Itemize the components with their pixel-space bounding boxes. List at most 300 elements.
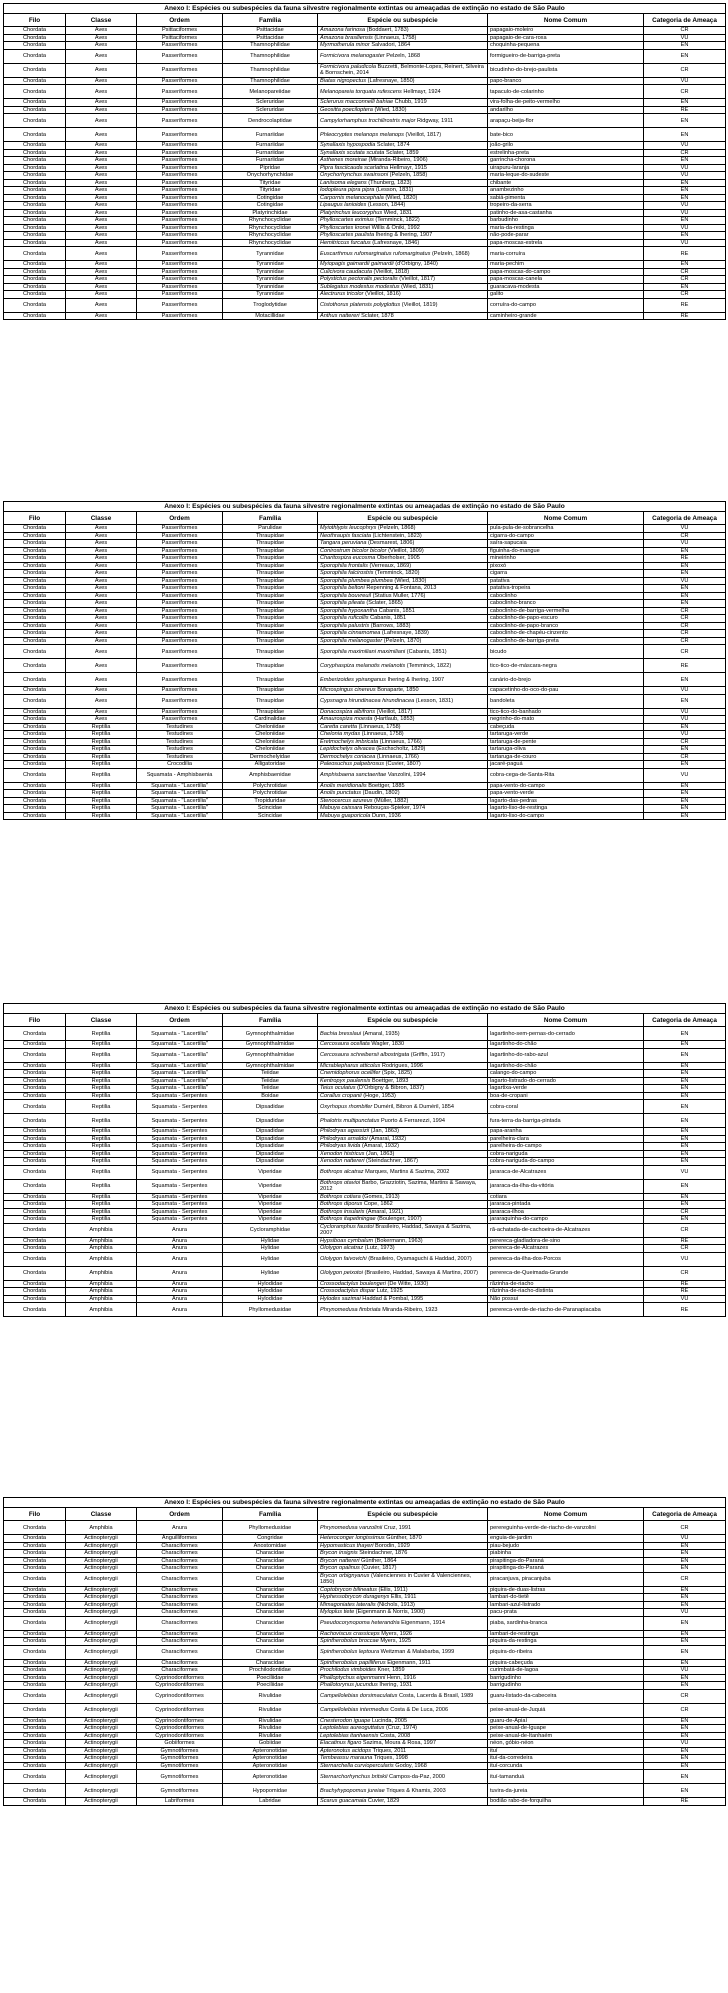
order-cell: Characiformes	[137, 1616, 223, 1630]
species-name: Sporophila hypoxantha	[320, 607, 378, 614]
table-row	[4, 1027, 726, 1041]
column-header: Filo	[4, 1014, 66, 1027]
species-cell	[318, 179, 488, 187]
common-name-cell: saíra-sapucaia	[488, 540, 644, 548]
species-name: Anolis meridionalis	[320, 782, 367, 789]
order-cell: Passeriformes	[137, 687, 223, 695]
species-name: Onychorhynchus swainsoni	[320, 172, 389, 179]
phylum-cell: Chordata	[4, 1135, 66, 1143]
table-row	[4, 1645, 726, 1659]
common-name-cell: papo-branco	[488, 77, 644, 85]
class-cell: Reptilia	[66, 723, 137, 731]
common-name-cell: maria-pechim	[488, 261, 644, 269]
common-name-cell: patativa	[488, 577, 644, 585]
order-cell: Characiformes	[137, 1594, 223, 1602]
species-author: Sclater, 1859	[385, 149, 419, 156]
column-header: Família	[223, 1508, 318, 1521]
class-cell: Actinopterygii	[66, 1630, 137, 1638]
family-cell: Hylodidae	[223, 1295, 318, 1303]
species-cell	[318, 1092, 488, 1100]
family-cell: Characidae	[223, 1586, 318, 1594]
family-cell: Furnariidae	[223, 157, 318, 165]
family-cell: Thamnophilidae	[223, 77, 318, 85]
class-cell: Aves	[66, 128, 137, 142]
species-name: Anolis punctatus	[320, 790, 362, 797]
species-author: (Thunberg, 1823)	[368, 179, 412, 186]
species-name: Coptobrycon bilineatus	[320, 1586, 377, 1593]
species-author: Costa, Lacerda & Brasil, 1989	[398, 1693, 474, 1699]
phylum-cell: Chordata	[4, 637, 66, 645]
species-author: (Müller, 1882)	[374, 797, 409, 804]
common-name-cell: piaba, sardinha-branca	[488, 1616, 644, 1630]
family-cell: Dipsadidae	[223, 1143, 318, 1151]
family-cell: Onychorhynchidae	[223, 172, 318, 180]
common-name-cell: tartaruga-de-pente	[488, 738, 644, 746]
threat-category-cell: RE	[644, 1303, 726, 1317]
class-cell: Actinopterygii	[66, 1586, 137, 1594]
species-author: (Cabanis, 1851)	[406, 648, 447, 655]
order-cell: Passeriformes	[137, 525, 223, 533]
class-cell: Aves	[66, 63, 137, 77]
threat-category-cell: EN	[644, 812, 726, 820]
phylum-cell: Chordata	[4, 1609, 66, 1617]
phylum-cell: Chordata	[4, 1048, 66, 1062]
class-cell: Actinopterygii	[66, 1674, 137, 1682]
threat-category-cell: EN	[644, 547, 726, 555]
phylum-cell: Chordata	[4, 157, 66, 165]
species-name: Amphisbaena sanctaeritae	[320, 772, 387, 778]
class-cell: Aves	[66, 659, 137, 673]
family-cell: Polychrotidae	[223, 790, 318, 798]
column-header: Ordem	[137, 512, 223, 525]
family-cell: Characidae	[223, 1645, 318, 1659]
class-cell: Amphibia	[66, 1223, 137, 1237]
species-cell	[318, 1245, 488, 1253]
annex-title: Anexo I: Espécies ou subespécies da fauna silvestre regionalmente extintas ou ameaçadas de extinção no estado de São Paulo	[4, 502, 726, 512]
species-author: Boettger, 1893	[371, 1077, 409, 1084]
species-author: Willis & Oniki, 1992	[371, 224, 420, 231]
family-cell: Teiidae	[223, 1070, 318, 1078]
species-name: Myiothlypis leucophrys	[320, 525, 377, 532]
phylum-cell: Chordata	[4, 1128, 66, 1136]
species-name: Hypsiboas cymbalum	[320, 1237, 374, 1244]
class-cell: Aves	[66, 645, 137, 659]
class-cell: Aves	[66, 149, 137, 157]
species-name: Bothrops diporus	[320, 1201, 363, 1208]
phylum-cell: Chordata	[4, 1601, 66, 1609]
phylum-cell: Chordata	[4, 1062, 66, 1070]
order-cell: Characiformes	[137, 1557, 223, 1565]
species-cell	[318, 27, 488, 35]
threat-category-cell: EN	[644, 1565, 726, 1573]
species-name: Prochilodus vimboides	[320, 1667, 376, 1674]
species-cell	[318, 42, 488, 50]
order-cell: Passeriformes	[137, 708, 223, 716]
phylum-cell: Chordata	[4, 768, 66, 782]
order-cell: Passeriformes	[137, 179, 223, 187]
family-cell: Thraupidae	[223, 659, 318, 673]
phylum-cell: Chordata	[4, 99, 66, 107]
family-cell: Cotingidae	[223, 202, 318, 210]
species-cell	[318, 142, 488, 150]
species-name: Sporophila palustris	[320, 622, 370, 629]
species-name: Sublegatus modestus modestus	[320, 283, 400, 290]
class-cell: Reptilia	[66, 1158, 137, 1166]
table-row	[4, 128, 726, 142]
species-name: Leptolebias aureoguttatus	[320, 1725, 385, 1732]
table-row	[4, 77, 726, 85]
class-cell: Amphibia	[66, 1245, 137, 1253]
class-cell: Aves	[66, 298, 137, 312]
common-name-cell: perereca-de-Alcatrazes	[488, 1245, 644, 1253]
order-cell: Passeriformes	[137, 659, 223, 673]
order-cell: Passeriformes	[137, 637, 223, 645]
order-cell: Passeriformes	[137, 600, 223, 608]
order-cell: Anura	[137, 1280, 223, 1288]
species-name: Culicivora caudacuta	[320, 268, 372, 275]
column-header: Nome Comum	[488, 1508, 644, 1521]
class-cell: Aves	[66, 77, 137, 85]
species-author: Cabanis, 1851	[378, 607, 415, 614]
species-cell	[318, 1542, 488, 1550]
threat-category-cell: RE	[644, 1237, 726, 1245]
species-author: (Linnaeus, 1766)	[376, 753, 419, 760]
common-name-cell: barbudinho	[488, 217, 644, 225]
species-author: Triques, 1998	[373, 1755, 408, 1762]
species-cell	[318, 1201, 488, 1209]
species-name: Cercosaura ocellata	[320, 1041, 370, 1048]
threat-category-cell: EN	[644, 1128, 726, 1136]
class-cell: Reptilia	[66, 768, 137, 782]
family-cell: Thraupidae	[223, 570, 318, 578]
family-cell: Tyrannidae	[223, 261, 318, 269]
family-cell: Phyllomedusidae	[223, 1303, 318, 1317]
common-name-cell: ituí-da-corredeira	[488, 1755, 644, 1763]
species-name: Phallotorynus jucundus	[320, 1682, 378, 1689]
common-name-cell: bate-bico	[488, 128, 644, 142]
table-row	[4, 1521, 726, 1535]
threat-category-cell: EN	[644, 1158, 726, 1166]
common-name-cell: papa-vento-verde	[488, 790, 644, 798]
order-cell: Cyprinodontiformes	[137, 1732, 223, 1740]
order-cell: Passeriformes	[137, 106, 223, 114]
species-author: (Wied, 1831)	[401, 283, 434, 290]
phylum-cell: Chordata	[4, 1740, 66, 1748]
species-cell	[318, 694, 488, 708]
table-row	[4, 731, 726, 739]
common-name-cell: lagartixa-verde	[488, 1085, 644, 1093]
species-cell	[318, 1280, 488, 1288]
table-row	[4, 268, 726, 276]
phylum-cell: Chordata	[4, 1659, 66, 1667]
order-cell: Passeriformes	[137, 172, 223, 180]
species-name: Amazona brasiliensis	[320, 34, 373, 41]
species-author: Pelzeln, 1868	[386, 53, 421, 59]
order-cell: Characiformes	[137, 1550, 223, 1558]
threat-category-cell: EN	[644, 1601, 726, 1609]
order-cell: Cyprinodontiformes	[137, 1717, 223, 1725]
species-cell	[318, 1521, 488, 1535]
species-cell	[318, 562, 488, 570]
order-cell: Cyprinodontiformes	[137, 1703, 223, 1717]
family-cell: Thraupidae	[223, 607, 318, 615]
table-row	[4, 1609, 726, 1617]
table-row	[4, 187, 726, 195]
family-cell: Scincidae	[223, 812, 318, 820]
phylum-cell: Chordata	[4, 27, 66, 35]
species-author: (d'Orbigny, 1840)	[395, 261, 438, 268]
table-row	[4, 622, 726, 630]
family-cell: Tyrannidae	[223, 283, 318, 291]
family-cell: Phyllomedusidae	[223, 1521, 318, 1535]
species-cell	[318, 276, 488, 284]
species-author: Dunn, 1936	[371, 812, 401, 819]
species-cell	[318, 1193, 488, 1201]
common-name-cell: cigarra	[488, 570, 644, 578]
species-cell	[318, 1755, 488, 1763]
family-cell: Hylidae	[223, 1245, 318, 1253]
table-row	[4, 298, 726, 312]
threat-category-cell: EN	[644, 1747, 726, 1755]
phylum-cell: Chordata	[4, 1689, 66, 1703]
phylum-cell: Chordata	[4, 577, 66, 585]
phylum-cell: Chordata	[4, 194, 66, 202]
common-name-cell: cobra-nariguda-do-campo	[488, 1158, 644, 1166]
phylum-cell: Chordata	[4, 247, 66, 261]
class-cell: Reptilia	[66, 1165, 137, 1179]
column-header: Nome Comum	[488, 14, 644, 27]
order-cell: Passeriformes	[137, 187, 223, 195]
threat-category-cell: CR	[644, 291, 726, 299]
table-row	[4, 172, 726, 180]
species-author: Campos-da-Paz, 2000	[389, 1773, 445, 1780]
family-cell: Thraupidae	[223, 630, 318, 638]
family-cell: Troglodytidae	[223, 298, 318, 312]
common-name-cell: bandoleta	[488, 694, 644, 708]
phylum-cell: Chordata	[4, 42, 66, 50]
order-cell: Anguilliformes	[137, 1535, 223, 1543]
species-cell	[318, 782, 488, 790]
order-cell: Anura	[137, 1237, 223, 1245]
threat-category-cell: EN	[644, 49, 726, 63]
header-row	[4, 1508, 726, 1521]
threat-category-cell: EN	[644, 1085, 726, 1093]
phylum-cell: Chordata	[4, 1747, 66, 1755]
species-name: Elacatinus figaro	[320, 1740, 362, 1747]
order-cell: Testudines	[137, 746, 223, 754]
common-name-cell: piau-bejudo	[488, 1542, 644, 1550]
order-cell: Passeriformes	[137, 164, 223, 172]
phylum-cell: Chordata	[4, 782, 66, 790]
species-name: Brachyhypopomus jureiae	[320, 1787, 385, 1794]
species-cell	[318, 1682, 488, 1690]
species-name: Xenodon nattereri	[320, 1158, 365, 1165]
phylum-cell: Chordata	[4, 239, 66, 247]
threat-category-cell: EN	[644, 1557, 726, 1565]
family-cell: Furnariidae	[223, 149, 318, 157]
species-author: (Pelzeln, 1868)	[377, 525, 416, 532]
species-author: (Sclater, 1865)	[366, 600, 403, 607]
table-row	[4, 716, 726, 724]
phylum-cell: Chordata	[4, 1521, 66, 1535]
species-cell	[318, 1798, 488, 1806]
class-cell: Reptilia	[66, 753, 137, 761]
table-row	[4, 570, 726, 578]
species-author: Buzzetti, Belmonte-Lopes, Reinert, Silveira & Bornschein, 2014	[320, 64, 484, 76]
species-cell	[318, 1165, 488, 1179]
class-cell: Actinopterygii	[66, 1638, 137, 1646]
class-cell: Actinopterygii	[66, 1732, 137, 1740]
species-name: Philodryas livida	[320, 1143, 361, 1150]
class-cell: Amphibia	[66, 1521, 137, 1535]
threat-category-cell: CR	[644, 1572, 726, 1586]
table-row	[4, 1542, 726, 1550]
class-cell: Amphibia	[66, 1237, 137, 1245]
species-name: Pipra fasciicauda scarlatina	[320, 164, 389, 171]
class-cell: Aves	[66, 247, 137, 261]
phylum-cell: Chordata	[4, 298, 66, 312]
family-cell: Thamnophilidae	[223, 42, 318, 50]
family-cell: Characidae	[223, 1594, 318, 1602]
species-name: Micrablepharus atticolus	[320, 1062, 381, 1069]
family-cell: Teiidae	[223, 1085, 318, 1093]
phylum-cell: Chordata	[4, 607, 66, 615]
class-cell: Actinopterygii	[66, 1762, 137, 1770]
threat-category-cell: EN	[644, 1179, 726, 1193]
family-cell: Viperidae	[223, 1179, 318, 1193]
family-cell: Viperidae	[223, 1216, 318, 1224]
threat-category-cell: EN	[644, 1616, 726, 1630]
species-cell	[318, 128, 488, 142]
species-author: Ihering, 1931	[379, 1682, 413, 1689]
phylum-cell: Chordata	[4, 142, 66, 150]
order-cell: Passeriformes	[137, 622, 223, 630]
table-row	[4, 209, 726, 217]
table-row	[4, 34, 726, 42]
class-cell: Aves	[66, 283, 137, 291]
threat-category-cell: EN	[644, 570, 726, 578]
family-cell: Hylodidae	[223, 1288, 318, 1296]
class-cell: Aves	[66, 570, 137, 578]
family-cell: Psittacidae	[223, 34, 318, 42]
family-cell: Rhynchocyclidae	[223, 239, 318, 247]
phylum-cell: Chordata	[4, 291, 66, 299]
threat-category-cell: VU	[644, 1667, 726, 1675]
species-name: Cercosaura schreibersii albostrigata	[320, 1052, 410, 1058]
order-cell: Passeriformes	[137, 283, 223, 291]
order-cell: Passeriformes	[137, 63, 223, 77]
table-row	[4, 1557, 726, 1565]
order-cell: Testudines	[137, 753, 223, 761]
species-name: Myrmotherula minor	[320, 42, 370, 49]
common-name-cell: caboclinho-de-papo-escuro	[488, 615, 644, 623]
table-row	[4, 1594, 726, 1602]
common-name-cell: perereca-de-Queimada-Grande	[488, 1266, 644, 1280]
species-author: (De Witte, 1930)	[387, 1280, 429, 1287]
table-row	[4, 1280, 726, 1288]
family-cell: Anostomidae	[223, 1542, 318, 1550]
class-cell: Reptilia	[66, 1201, 137, 1209]
order-cell: Characiformes	[137, 1572, 223, 1586]
class-cell: Aves	[66, 217, 137, 225]
species-cell	[318, 1740, 488, 1748]
order-cell: Gymnotiformes	[137, 1762, 223, 1770]
species-author: (Lesson, 1831)	[415, 698, 454, 704]
table-row	[4, 607, 726, 615]
order-cell: Squamata - "Lacertilia"	[137, 1070, 223, 1078]
column-header: Classe	[66, 14, 137, 27]
family-cell: Thraupidae	[223, 562, 318, 570]
phylum-cell: Chordata	[4, 1041, 66, 1049]
class-cell: Aves	[66, 637, 137, 645]
threat-category-cell: EN	[644, 797, 726, 805]
common-name-cell: vira-folha-de-peito-vermelho	[488, 99, 644, 107]
species-cell	[318, 1048, 488, 1062]
species-author: (Eigenmann & Norris, 1900)	[355, 1609, 426, 1616]
column-header: Classe	[66, 1014, 137, 1027]
phylum-cell: Chordata	[4, 753, 66, 761]
common-name-cell: pixoxó	[488, 562, 644, 570]
table-row	[4, 1201, 726, 1209]
family-cell: Rivulidae	[223, 1717, 318, 1725]
common-name-cell: jararaca-de-Alcatrazes	[488, 1165, 644, 1179]
common-name-cell: lagarto-das-pedras	[488, 797, 644, 805]
class-cell: Actinopterygii	[66, 1770, 137, 1784]
order-cell: Characiformes	[137, 1586, 223, 1594]
order-cell: Characiformes	[137, 1565, 223, 1573]
order-cell: Squamata - "Lacertilia"	[137, 1085, 223, 1093]
species-author: Puorto & Ferrarezzi, 1994	[380, 1117, 445, 1124]
phylum-cell: Chordata	[4, 1616, 66, 1630]
table-row	[4, 1601, 726, 1609]
species-cell	[318, 761, 488, 769]
class-cell: Actinopterygii	[66, 1717, 137, 1725]
species-author: (Griffin, 1917)	[410, 1052, 445, 1058]
common-name-cell: cobra-coral	[488, 1100, 644, 1114]
species-name: Sporophila pileata	[320, 600, 365, 607]
family-cell: Viperidae	[223, 1193, 318, 1201]
common-name-cell: tartaruga-verde	[488, 731, 644, 739]
phylum-cell: Chordata	[4, 738, 66, 746]
phylum-cell: Chordata	[4, 1542, 66, 1550]
column-header: Categoria de Ameaça	[644, 1014, 726, 1027]
class-cell: Actinopterygii	[66, 1682, 137, 1690]
species-name: Geositta poeciloptera	[320, 106, 373, 113]
threat-category-cell: VU	[644, 1252, 726, 1266]
common-name-cell: papagaio-de-cara-roxa	[488, 34, 644, 42]
threat-category-cell: EN	[644, 1770, 726, 1784]
annex-table-page-2	[3, 501, 725, 820]
species-name: Bachia bresslaui	[320, 1030, 362, 1037]
class-cell: Reptilia	[66, 1208, 137, 1216]
species-author: Rebouças-Spieker, 1974	[363, 805, 426, 812]
species-name: Sporophila melanogaster	[320, 637, 383, 644]
order-cell: Squamata - Amphisbaenia	[137, 768, 223, 782]
threat-category-cell: EN	[644, 261, 726, 269]
species-name: Alectrurus tricolor	[320, 291, 364, 298]
class-cell: Reptilia	[66, 1150, 137, 1158]
species-cell	[318, 532, 488, 540]
family-cell: Teiidae	[223, 1077, 318, 1085]
species-cell	[318, 645, 488, 659]
common-name-cell: caminheiro-grande	[488, 312, 644, 320]
class-cell: Aves	[66, 114, 137, 128]
species-cell	[318, 164, 488, 172]
column-header: Filo	[4, 14, 66, 27]
class-cell: Aves	[66, 106, 137, 114]
species-name: Spintherobolus papilliferus	[320, 1659, 386, 1666]
species-cell	[318, 85, 488, 99]
